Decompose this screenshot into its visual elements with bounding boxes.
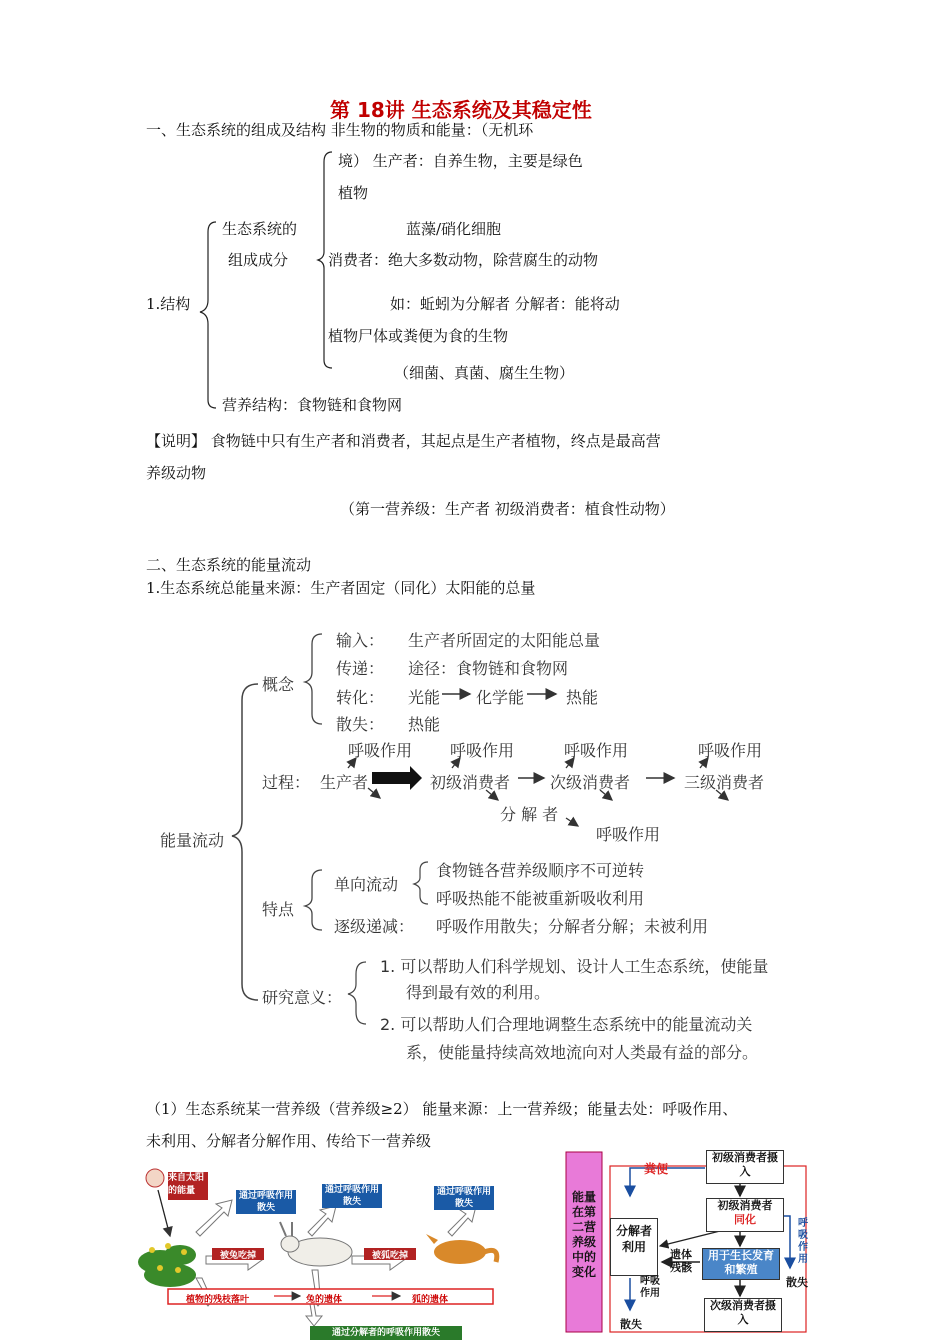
text-qiuyin: 如：蚯蚓为分解者 分解者：能将动 <box>390 295 620 313</box>
respiration-box-2: 通过呼吸作用散失 <box>322 1184 382 1208</box>
yanjiu-2a: 2. 可以帮助人们合理地调整生态系统中的能量流动关 <box>380 1015 753 1034</box>
text-zhiwu: 植物 <box>338 184 369 202</box>
growth-box: 用于生长发育和繁殖 <box>702 1248 780 1280</box>
rabbit-remains: 兔的遗体 <box>306 1295 343 1305</box>
respiration-5: 呼吸作用 <box>596 825 661 844</box>
text-xitong: 生态系统的 <box>222 220 298 238</box>
respiration-4: 呼吸作用 <box>698 741 763 760</box>
eaten-by-rabbit: 被兔吃掉 <box>212 1248 264 1260</box>
danxiang-1: 食物链各营养级顺序不可逆转 <box>436 861 645 880</box>
zhuji-label: 逐级递减： <box>334 917 415 936</box>
guangneng: 光能 <box>408 688 441 707</box>
respiration-label-1: 呼吸作用 <box>640 1276 660 1299</box>
secondary-intake-box: 次级消费者摄入 <box>704 1298 782 1332</box>
tertiary-consumer: 三级消费者 <box>684 773 765 792</box>
shuru-value: 生产者所固定的太阳能总量 <box>408 631 601 650</box>
text-xiaofei: 消费者：绝大多数动物，除营腐生的动物 <box>328 251 599 269</box>
eaten-by-fox: 被狐吃掉 <box>364 1248 416 1260</box>
text-diyi: （第一营养级：生产者 初级消费者：植食性动物） <box>340 500 675 518</box>
decomposer-respiration-box: 通过分解者的呼吸作用散失 <box>310 1326 462 1340</box>
section2-heading: 二、生态系统的能量流动 <box>146 556 312 574</box>
text-jing: 境） 生产者：自养生物，主要是绿色 <box>338 152 583 170</box>
primary-intake-box: 初级消费者摄入 <box>706 1150 784 1184</box>
text-shiti: 植物尸体或粪便为食的生物 <box>328 327 509 345</box>
primary-consumer: 初级消费者 <box>430 773 511 792</box>
primary-assimilation-box <box>706 1198 784 1232</box>
dissipation-label-2: 散失 <box>620 1318 642 1331</box>
diagram-gainian: 概念 <box>262 675 295 694</box>
section2-line1: 1.生态系统总能量来源：生产者固定（同化）太阳能的总量 <box>146 579 536 597</box>
remains-label: 遗体残骸 <box>670 1248 692 1274</box>
primary-consumer-label: 初级消费者 <box>717 1199 773 1212</box>
text-zucheng: 组成成分 <box>228 251 289 269</box>
respiration-3: 呼吸作用 <box>564 741 629 760</box>
sun-energy-box: 来自太阳的能量 <box>168 1172 208 1200</box>
decomposer: 分 解 者 <box>500 805 559 824</box>
shuru-key: 输入： <box>336 631 385 650</box>
huaxueneng: 化学能 <box>476 688 525 707</box>
text-shuoming: 【说明】 食物链中只有生产者和消费者，其起点是生产者植物，终点是最高营 <box>146 432 661 450</box>
reneng: 热能 <box>566 688 599 707</box>
page-title: 第 18讲 生态系统及其稳定性 <box>330 98 592 122</box>
text-lanzao: 蓝藻/硝化细胞 <box>406 220 502 238</box>
respiration-2: 呼吸作用 <box>450 741 515 760</box>
producer: 生产者 <box>320 773 369 792</box>
yanjiu-1a: 1. 可以帮助人们科学规划、设计人工生态系统，使能量 <box>380 957 769 976</box>
zhuji-value: 呼吸作用散失；分解者分解；未被利用 <box>436 917 709 936</box>
second-level-label: 能量在第二营养级中的变化 <box>571 1190 596 1279</box>
text-yangji: 养级动物 <box>146 464 207 482</box>
tedian-label: 特点 <box>262 900 295 919</box>
plant-litter: 植物的残枝落叶 <box>186 1295 250 1305</box>
fox-remains: 狐的遗体 <box>412 1295 449 1305</box>
sanshi-key: 散失： <box>336 715 385 734</box>
respiration-box-1: 通过呼吸作用散失 <box>236 1190 296 1214</box>
chuandi-key: 传递： <box>336 659 385 678</box>
guocheng-label: 过程： <box>262 773 311 792</box>
diagram-root: 能量流动 <box>160 831 225 850</box>
feces-label: 粪便 <box>644 1162 669 1176</box>
respiration-box-3: 通过呼吸作用散失 <box>434 1186 494 1210</box>
sanshi-value: 热能 <box>408 715 441 734</box>
danxiang-label: 单向流动 <box>334 875 399 894</box>
secondary-consumer: 次级消费者 <box>550 773 631 792</box>
text-yingyang: 营养结构：食物链和食物网 <box>222 396 403 414</box>
respiration-label-2: 呼吸作用 <box>798 1218 808 1265</box>
zhuanhua-key: 转化： <box>336 688 385 707</box>
section3-p1: （1）生态系统某一营养级（营养级≥2） 能量来源：上一营养级；能量去处：呼吸作用、 <box>146 1100 738 1118</box>
yanjiu-1b: 得到最有效的利用。 <box>406 983 551 1002</box>
section3-p2: 未利用、分解者分解作用、传给下一营养级 <box>146 1132 432 1150</box>
dissipation-label-1: 散失 <box>786 1276 808 1289</box>
assimilation-label: 同化 <box>734 1213 756 1226</box>
decomposer-box: 分解者利用 <box>610 1218 658 1276</box>
danxiang-2: 呼吸热能不能被重新吸收利用 <box>436 889 645 908</box>
text-jiegou: 1.结构 <box>146 295 191 313</box>
yanjiu-2b: 系，使能量持续高效地流向对人类最有益的部分。 <box>406 1043 759 1062</box>
section1-heading: 一、生态系统的组成及结构 非生物的物质和能量：（无机环 <box>146 121 534 139</box>
respiration-1: 呼吸作用 <box>348 741 413 760</box>
chuandi-value: 途径：食物链和食物网 <box>408 659 569 678</box>
yanjiu-label: 研究意义： <box>262 988 343 1007</box>
text-xijun: （细菌、真菌、腐生生物） <box>394 364 575 382</box>
